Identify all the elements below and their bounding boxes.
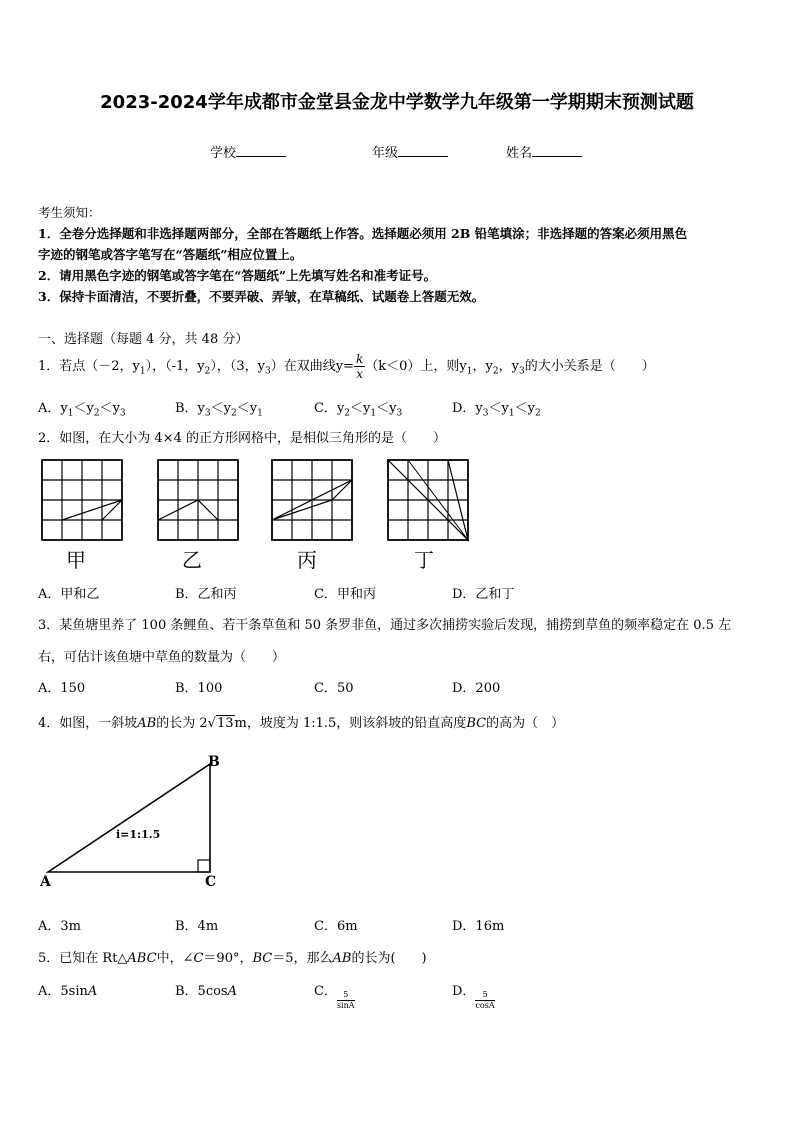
q2-option-c[interactable]: C．甲和丙 <box>314 587 376 602</box>
grid-label-jia: 甲 <box>66 548 86 572</box>
grid-label-bing: 丙 <box>297 548 317 572</box>
school-blank[interactable] <box>236 144 286 157</box>
school-field[interactable] <box>210 142 286 161</box>
q3-option-b[interactable]: B．100 <box>175 681 223 696</box>
section-heading: 一、选择题（每题 4 分，共 48 分） <box>38 332 249 347</box>
name-field[interactable] <box>506 142 582 161</box>
q1-option-b[interactable]: B．$y_3<y_2<y_1$ <box>175 401 263 419</box>
q5-option-d[interactable]: D． $\frac{5}{\cos A}$ <box>452 984 495 1010</box>
name-label: 姓名 <box>506 146 533 161</box>
grade-field[interactable] <box>372 142 448 161</box>
q3-option-a[interactable]: A．150 <box>38 681 86 696</box>
grid-label-yi: 乙 <box>182 548 202 572</box>
page-title: 2023-2024学年成都市金堂县金龙中学数学九年级第一学期期末预测试题 <box>100 92 694 113</box>
q5-option-c[interactable]: C． $\frac{5}{\sin A}$ <box>314 984 355 1010</box>
question-4: 4．如图，一斜坡AB的长为 2√13m，坡度为 1:1.5，则该斜坡的铅直高度BC的高为（ ） <box>38 716 565 731</box>
notes-item-2: 2．请用黑色字迹的钢笔或答字笔在“答题纸”上先填写姓名和准考证号。 <box>38 268 437 283</box>
k-over-x-fraction: $\frac{k}{x}$ <box>355 352 364 381</box>
question-3-line-1: 3．某鱼塘里养了 100 条鲤鱼、若干条草鱼和 50 条罗非鱼，通过多次捕捞实验后发现，捕捞到草鱼的频率稳定在 0.5 左 <box>38 618 732 633</box>
q4-option-d[interactable]: D．16m <box>452 919 505 934</box>
question-2: 2．如图，在大小为 4×4 的正方形网格中，是相似三角形的是（ ） <box>38 431 446 446</box>
notes-heading: 考生须知： <box>38 205 101 220</box>
grid-label-ding: 丁 <box>414 548 434 572</box>
vertex-b-label: B <box>208 754 220 770</box>
notes-item-3: 3．保持卡面清洁，不要折叠，不要弄破、弄皱，在草稿纸、试题卷上答题无效。 <box>38 289 485 304</box>
grid-ding <box>388 460 468 540</box>
five-over-sina: $\frac{5}{\sin A}$ <box>336 990 355 1010</box>
q4-option-b[interactable]: B．4m <box>175 919 219 934</box>
q2-option-d[interactable]: D．乙和丁 <box>452 587 515 602</box>
question-3-line-2: 右，可估计该鱼塘中草鱼的数量为（ ） <box>38 650 286 665</box>
grade-blank[interactable] <box>398 144 448 157</box>
sqrt-13: √13 <box>207 716 234 731</box>
slope-triangle-figure <box>38 752 228 894</box>
q1-option-d[interactable]: D．$y_3<y_1<y_2$ <box>452 401 541 419</box>
notes-item-1: 1．全卷分选择题和非选择题两部分，全部在答题纸上作答。选择题必须用 2B 铅笔填涂；非选择题的答案必须用黑色 <box>38 226 688 241</box>
question-5: 5．已知在 Rt△ABC中，∠C＝90°，BC＝5，那么AB的长为( ) <box>38 951 427 966</box>
vertex-a-label: A <box>40 874 51 890</box>
q2-option-a[interactable]: A．甲和乙 <box>38 587 100 602</box>
grid-yi <box>158 460 238 540</box>
q5-option-b[interactable]: B．5cosA <box>175 984 237 999</box>
slope-ratio-label: i=1:1.5 <box>116 828 161 841</box>
q4-option-a[interactable]: A．3m <box>38 919 81 934</box>
q5-option-a[interactable]: A．5sinA <box>38 984 98 999</box>
q3-option-c[interactable]: C．50 <box>314 681 354 696</box>
vertex-c-label: C <box>205 874 217 890</box>
q2-option-b[interactable]: B．乙和丙 <box>175 587 237 602</box>
grid-jia <box>42 460 122 540</box>
question-1: 1．若点（－2，$y_1$），（-1，$y_2$），（3，$y_3$）在双曲线y= $\frac{k}{x}$ （k＜0）上，则$y_1$，$y_2$，$y_3$的大小关系是（ ） <box>38 352 655 381</box>
school-label: 学校 <box>210 146 237 161</box>
q1-option-a[interactable]: A．$y_1<y_2<y_3$ <box>38 401 126 419</box>
five-over-cosa: $\frac{5}{\cos A}$ <box>475 990 495 1010</box>
notes-item-1b: 字迹的钢笔或答字笔写在“答题纸”相应位置上。 <box>38 247 303 262</box>
q1-option-c[interactable]: C．$y_2<y_1<y_3$ <box>314 401 403 419</box>
grid-bing <box>272 460 352 540</box>
q4-option-c[interactable]: C．6m <box>314 919 358 934</box>
grade-label: 年级 <box>372 146 399 161</box>
name-blank[interactable] <box>532 144 582 157</box>
q3-option-d[interactable]: D．200 <box>452 681 501 696</box>
